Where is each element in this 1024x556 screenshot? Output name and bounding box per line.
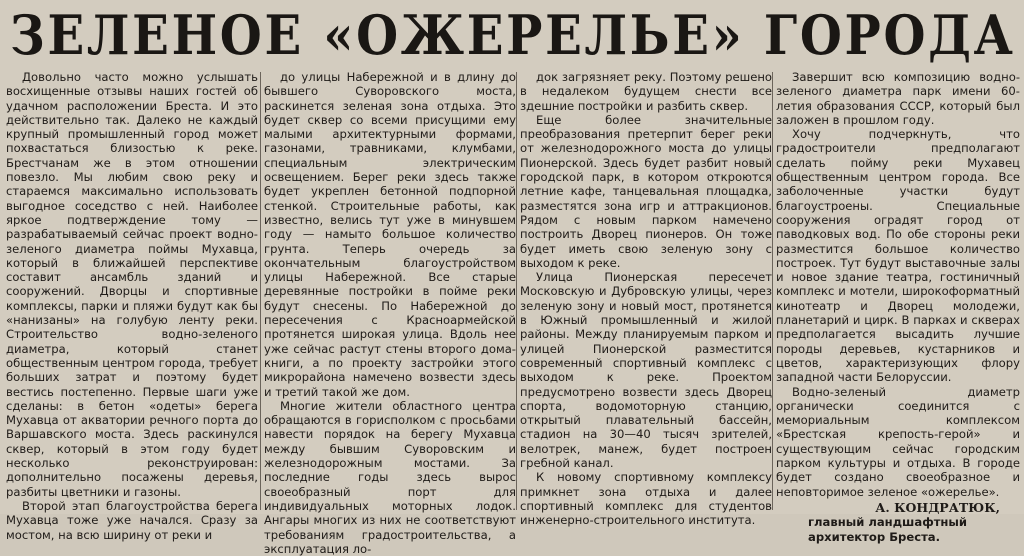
paragraph: Многие жители областного центра обращаются в горисполком с просьбами навести порядок на берегу Мухавца между бывшим Суворовским и железнодорожным мостами. За последние годы здесь вырос своеобразный порт для индивидуальных моторных лодок. Ангары многих из них не соответствуют требованиям градостроительства, а эксплуатация ло- xyxy=(264,398,516,556)
paragraph: Второй этап благоустройства берега Мухавца тоже уже начался. Сразу за мостом, на всю ширину от реки и xyxy=(6,498,258,542)
author-name: А. КОНДРАТЮК, xyxy=(875,499,1000,515)
paragraph: Еще более значительные преобразования претерпит берег реки от железнодорожного моста до улицы Пионерской. Здесь будет разбит новый городской парк, в котором откроются летние кафе, танцевальная площадка, разместятся зона игр и аттракционов. Рядом с новым парком намечено построить Дворец пионеров. Он тоже будет иметь свою зеленую зону с выходом к реке. xyxy=(520,112,772,270)
paragraph: Довольно часто можно услышать восхищенные отзывы наших гостей об удачном расположении Бреста. И это действительно так. Далеко не каждый крупный промышленный город может похвастаться близостью к реке. Брестчанам же в этом отношении повезло. Мы любим свою реку и стараемся максимально использовать выгодное соседство с ней. Наиболее яркое подтверждение тому — разрабатываемый сейчас проект водно-зеленого диаметра поймы Мухавца, который в ближайшей перспективе составит ансамбль зданий и сооружений. Дворцы и спортивные комплексы, парки и пляжи будут как бы «нанизаны» на голубую ленту реки. Строительство водно-зеленого диаметра, который станет общественным центром города, требует больших затрат и поэтому будет вестись постепенно. Первые шаги уже сделаны: в бетон «одеты» берега Мухавца от акватории речного порта до Варшавского моста. Здесь раскинулся сквер, который в этом году будет несколько реконструирован: дополнительно посажены деревья, разбиты цветники и газоны. xyxy=(6,70,258,499)
author-title: главный ландшафтный архитектор Бреста. xyxy=(808,515,968,544)
text-column-3 xyxy=(520,70,772,528)
column-divider xyxy=(260,72,261,510)
text-column-1 xyxy=(6,70,258,542)
paragraph: док загрязняет реку. Поэтому решено в недалеком будущем снести все здешние постройки и разбить сквер. xyxy=(520,70,772,113)
paragraph: Улица Пионерская пересечет Московскую и Дубровскую улицы, через зеленую зону и новый мост, протянется в Южный промышленный и жилой районы. Между планируемым парком и улицей Пионерской разместится современный спортивный комплекс с выходом к реке. Проектом предусмотрено возвести здесь Дворец спорта, водомоторную станцию, открытый плавательный бассейн, стадион на 30—40 тысяч зрителей, велотрек, манеж, будет построен гребной канал. xyxy=(520,270,772,471)
text-column-2 xyxy=(264,70,516,556)
article-headline: ЗЕЛЕНОЕ «ОЖЕРЕЛЬЕ» ГОРОДА xyxy=(10,3,1016,67)
column-divider xyxy=(772,72,773,510)
text-column-4 xyxy=(776,70,1020,544)
paragraph: Завершит всю композицию водно-зеленого диаметра парк имени 60-летия образования СССР, который был заложен в прошлом году. xyxy=(776,70,1020,127)
paragraph: Хочу подчеркнуть, что градостроители предполагают сделать пойму реки Мухавец общественным центром города. Все заболоченные участки будут благоустроены. Специальные сооружения оградят город от паводковых вод. По обе стороны реки разместится большое количество построек. Тут будут выставочные залы и новое здание театра, гостиничный комплекс и мотели, широкоформатный кинотеатр и Дворец молодежи, планетарий и цирк. В парках и скверах предполагается высадить лучшие породы деревьев, кустарников и цветов, характеризующих флору западной части Белоруссии. xyxy=(776,127,1020,385)
paragraph: до улицы Набережной и в длину до бывшего Суворовского моста, раскинется зеленая зона отдыха. Это будет сквер со всеми присущими ему малыми архитектурными формами, газонами, травниками, клумбами, специальным электрическим освещением. Берег реки здесь также будет укреплен бетонной подпорной стенкой. Строительные работы, как известно, велись тут уже в минувшем году — намыто большое количество грунта. Теперь очередь за окончательным благоустройством улицы Набережной. Все старые деревянные постройки в пойме реки будут снесены. По Набережной до пересечения с Красноармейской протянется широкая улица. Вдоль нее уже сейчас растут стены второго дома-книги, а по проекту застройки этого микрорайона намечено возвести здесь и третий такой же дом. xyxy=(264,70,516,399)
column-divider xyxy=(516,72,517,510)
paragraph: К новому спортивному комплексу примкнет зона отдыха и далее спортивный комплекс для студентов инженерно-строительного института. xyxy=(520,470,772,528)
paragraph: Водно-зеленый диаметр органически соединится с мемориальным комплексом «Брестская крепость-герой» и существующим сейчас городским парком культуры и отдыха. В городе будет создано своеобразное и неповторимое зеленое «ожерелье». xyxy=(776,384,1020,499)
